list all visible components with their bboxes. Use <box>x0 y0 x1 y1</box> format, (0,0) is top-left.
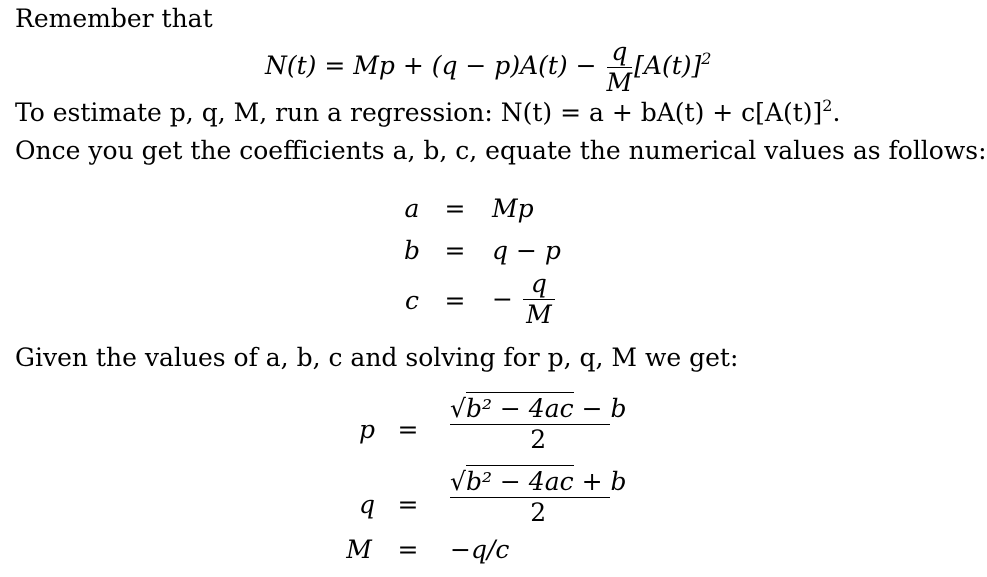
sqrt-icon: √ <box>450 394 466 423</box>
eq2-q-rhs <box>450 468 626 527</box>
coeff-line: Once you get the coefficients a, b, c, equate the numerical values as follows: <box>15 136 987 165</box>
eq1-a-lhs: a <box>404 194 420 223</box>
intro-text: Remember that <box>15 4 213 33</box>
main-equation-right: [A(t)] <box>634 51 702 80</box>
regression-end: . <box>832 98 841 127</box>
eq2-m-lhs: M <box>346 535 372 564</box>
eq1-c-frac-den: M <box>526 300 552 329</box>
eq1-b-equals: = <box>444 236 466 265</box>
regression-sup: 2 <box>822 96 833 115</box>
eq1-a-rhs: Mp <box>492 194 534 223</box>
main-equation <box>265 38 711 97</box>
main-equation-left: N(t) = Mp + (q − p)A(t) − <box>265 51 597 80</box>
sqrt-icon: √ <box>450 467 466 496</box>
eq2-p-lhs: p <box>358 415 375 444</box>
eq1-a-equals: = <box>444 194 466 223</box>
eq2-p-rhs <box>450 395 626 454</box>
eq2-q-equals: = <box>397 490 419 519</box>
eq2-p-num-tail: − b <box>573 394 627 423</box>
eq1-c-frac-num: q <box>530 269 547 298</box>
main-equation-sup: 2 <box>701 49 712 68</box>
eq2-q-lhs: q <box>358 490 375 519</box>
eq2-q-sqrt-body: b² − 4ac <box>465 467 574 496</box>
main-equation-fraction <box>607 38 633 97</box>
eq2-q-num-tail: + b <box>573 467 627 496</box>
eq2-m-rhs: −q/c <box>450 535 510 564</box>
given-line: Given the values of a, b, c and solving for p, q, M we get: <box>15 343 739 372</box>
eq1-c-fraction <box>523 270 555 329</box>
eq2-q-fraction <box>450 468 626 527</box>
eq2-p-fraction <box>450 395 626 454</box>
eq1-c-rhs <box>492 270 555 329</box>
eq1-c-lhs: c <box>404 286 419 315</box>
main-equation-frac-den: M <box>606 68 633 97</box>
eq2-p-equals: = <box>397 415 419 444</box>
regression-line <box>15 98 840 128</box>
eq1-b-lhs: b <box>403 236 420 265</box>
eq1-b-rhs: q − p <box>492 236 561 265</box>
regression-text: To estimate p, q, M, run a regression: N(t) = a + bA(t) + c[A(t)] <box>15 98 823 127</box>
eq2-p-numerator <box>450 395 626 423</box>
eq2-q-numerator <box>450 468 626 496</box>
eq2-m-equals: = <box>397 535 419 564</box>
eq1-c-equals: = <box>444 286 466 315</box>
eq1-c-minus: − <box>492 284 513 314</box>
eq2-p-den: 2 <box>530 425 547 454</box>
eq2-p-sqrt-body: b² − 4ac <box>465 394 574 423</box>
eq2-q-den: 2 <box>530 498 547 527</box>
main-equation-frac-num: q <box>611 37 628 66</box>
